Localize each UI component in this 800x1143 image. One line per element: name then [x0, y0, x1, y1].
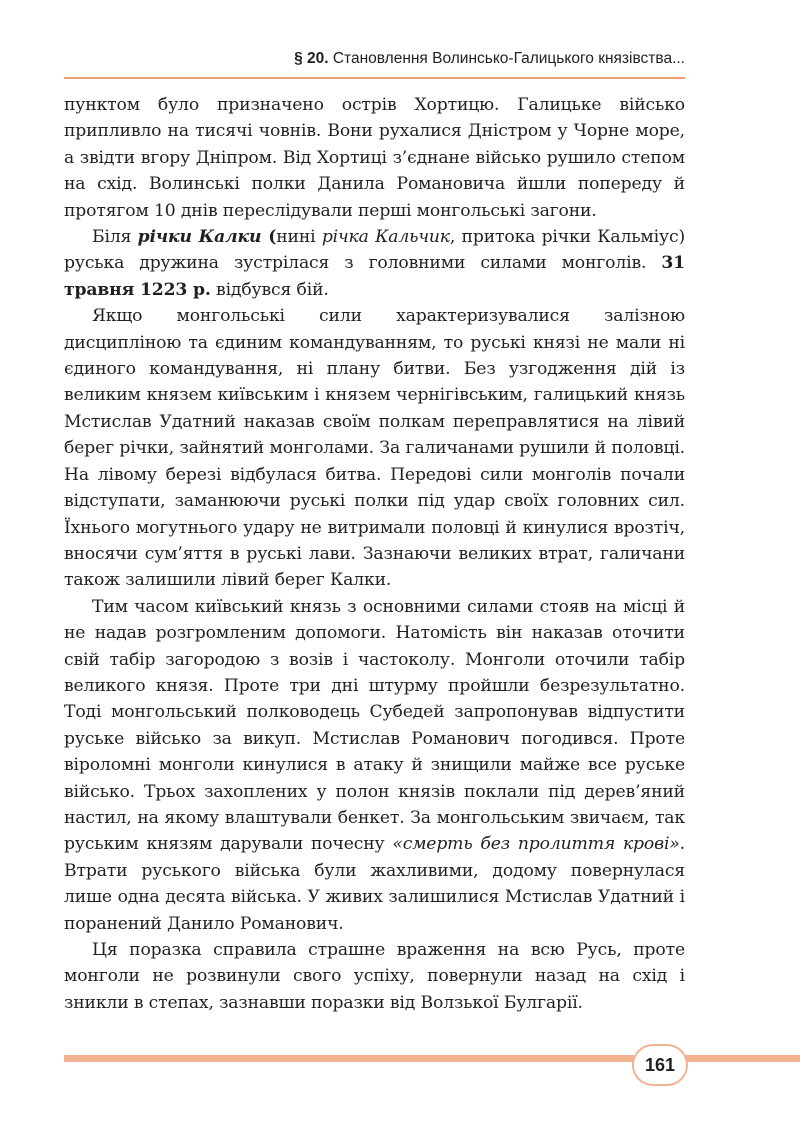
text-run: пунктом було призначено острів Хортицю. Галицьке військо припливло на тисячі човнів. Вони рухалися Дністром у Чорне море, а звідти вгору Дніпром. Від Хортиці з’єднане військо рушило степом на схід. Волинські полки Данила Романовича йшли попереду й протягом 10 днів переслідували перші монгольські загони.: [64, 95, 685, 221]
text-run: , притока річки Кальміус) руська дружина зустрілася з головними силами монголів.: [64, 227, 685, 274]
text-run: Тим часом київський князь з основними силами стояв на місці й не надав розгромленим допомоги. Натомість він наказав оточити свій табір загородою з возів і частоколу. Монголи оточили табір великого князя. Проте три дні штурму пройшли безрезультатно. Тоді монгольський полководець Субедей запропонував відпустити руське військо за викуп. Мстислав Романович погодився. Проте віроломні монголи кинулися в атаку й знищили майже все руське військо. Трьох захоплених у полон князів поклали під дерев’яний настил, на якому влаштували бенкет. За монгольським звичаєм, так руським князям дарували почесну: [64, 596, 685, 855]
bold-italic-term: річки Калки: [137, 227, 262, 248]
header-rule: [64, 77, 685, 79]
italic-text: річка Кальчик: [321, 227, 450, 248]
section-title: Становлення Волинсько-Галицького князівства...: [328, 50, 685, 67]
body-text: [64, 92, 685, 1016]
text-run: відбувся бій.: [210, 279, 329, 300]
paragraph: [64, 92, 685, 224]
paragraph: [64, 224, 685, 303]
text-run: нині: [276, 227, 322, 248]
bold-text: (: [261, 227, 277, 248]
paragraph: [64, 594, 685, 937]
text-run: Біля: [92, 227, 138, 248]
paragraph: [64, 303, 685, 593]
page-number-badge: [632, 1044, 688, 1086]
bold-text: 31 травня 1223 р.: [64, 253, 685, 300]
text-run: Якщо монгольські сили характеризувалися залізною дисципліною та єдиним командуванням, то руські князі не мали ні єдиного командування, ні плану битви. Без узгодження дій із великим князем київським і князем чернігівським, галицький князь Мстислав Удатний наказав своїм полкам переправлятися на лівий берег річки, зайнятий монголами. За галичанами рушили й половці. На лівому березі відбулася битва. Передові сили монголів почали відступати, заманюючи руські полки під удар своїх головних сил. Їхнього могутнього удару не витримали половці й кинулися врозтіч, вносячи сум’яття в руські лави. Зазнаючи великих втрат, галичани також залишили лівий берег Калки.: [64, 306, 685, 591]
paragraph: [64, 937, 685, 1016]
page-number: 161: [644, 1054, 676, 1075]
text-run: . Втрати руського війська були жахливими, додому повернулася лише одна десята війська. У живих залишилися Мстислав Удатний і поранений Данило Романович.: [64, 834, 685, 934]
running-header: [64, 50, 685, 68]
footer-bar: [64, 1055, 800, 1062]
section-number: § 20.: [294, 50, 329, 67]
italic-text: «смерть без пролиття крові»: [392, 834, 680, 855]
text-run: Ця поразка справила страшне враження на всю Русь, проте монголи не розвинули свого успіху, повернули назад на схід і зникли в степах, зазнавши поразки від Волзької Булгарії.: [64, 940, 685, 1013]
